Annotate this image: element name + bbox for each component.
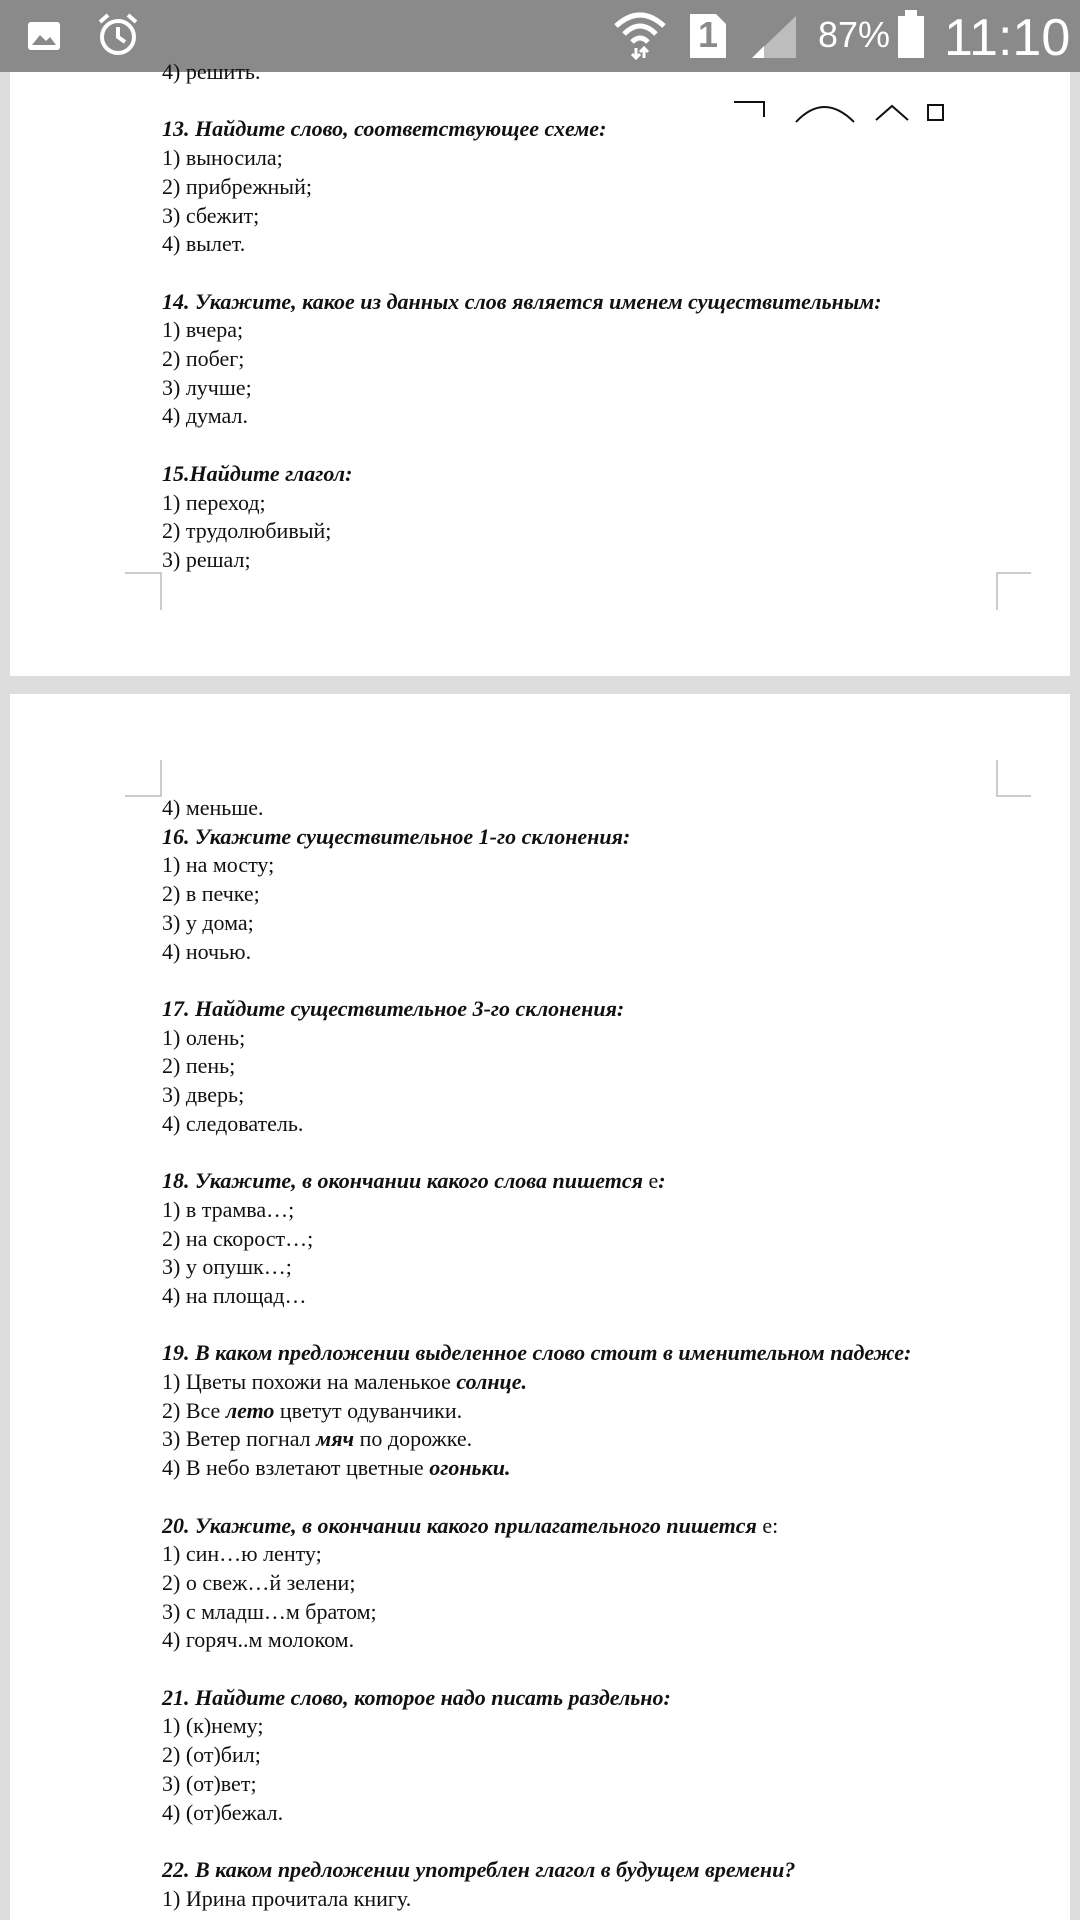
question-title: 14. Укажите, какое из данных слов является именем существительным: — [162, 288, 882, 314]
question-15 — [162, 460, 1042, 575]
answer-option: 4) (от)бежал. — [162, 1799, 284, 1825]
option-text: по дорожке. — [354, 1426, 473, 1452]
answer-option: 2) побег; — [162, 346, 245, 371]
cut-line: 4) решить. — [162, 59, 261, 84]
answer-option: 3) у опушк…; — [162, 1254, 292, 1280]
question-title: 22. В каком предложении употреблен глагол в будущем времени? — [162, 1856, 796, 1882]
answer-option: 2) пень; — [162, 1053, 236, 1079]
answer-option: 1) син…ю ленту; — [162, 1541, 322, 1567]
document-page-1 — [10, 59, 1070, 676]
answer-option: 3) дверь; — [162, 1082, 245, 1108]
alarm-icon — [96, 12, 140, 63]
answer-option: 3) решал; — [162, 546, 251, 572]
document-page-2 — [10, 694, 1070, 1920]
answer-option: 1) в трамва…; — [162, 1196, 295, 1222]
answer-option: 1) переход; — [162, 489, 266, 515]
answer-option: 3) с младш…м братом; — [162, 1598, 377, 1624]
question-title: 19. В каком предложении выделенное слово стоит в именительном падеже: — [162, 1340, 912, 1366]
question-17 — [162, 995, 1042, 1139]
wifi-icon — [612, 8, 668, 65]
question-16 — [162, 823, 1042, 967]
option-text: 4) В небо взлетают цветные — [162, 1455, 430, 1481]
answer-option — [162, 1454, 1042, 1483]
question-22 — [162, 1856, 1042, 1913]
answer-option: 3) сбежит; — [162, 202, 260, 228]
answer-option: 1) выносила; — [162, 145, 283, 171]
answer-option: 4) вылет. — [162, 231, 246, 257]
gallery-icon — [26, 18, 62, 59]
highlighted-word: огоньки. — [429, 1455, 511, 1481]
question-19 — [162, 1339, 1042, 1483]
page-corner-mark — [995, 572, 1035, 612]
question-20 — [162, 1512, 1042, 1656]
page-corner-mark — [125, 572, 165, 612]
page2-content — [162, 794, 1042, 1913]
option-text: 3) Ветер погнал — [162, 1426, 317, 1452]
option-text: 1) Цветы похожи на маленькое — [162, 1369, 457, 1395]
question-14 — [162, 288, 1042, 432]
answer-option: 2) (от)бил; — [162, 1742, 261, 1768]
answer-option: 2) трудолюбивый; — [162, 518, 332, 544]
highlighted-word: лето — [225, 1397, 275, 1423]
answer-option: 1) олень; — [162, 1024, 246, 1050]
title-text: 20. Укажите, в окончании какого прилагательного пишется — [162, 1512, 757, 1538]
title-colon: : — [658, 1168, 666, 1194]
answer-option: 1) Ирина прочитала книгу. — [162, 1885, 412, 1911]
question-title: 17. Найдите существительное 3-го склонения: — [162, 995, 625, 1021]
option-text: 2) Все — [162, 1397, 226, 1423]
page-corner-mark — [125, 760, 165, 800]
answer-option: 2) прибрежный; — [162, 173, 312, 199]
answer-option: 1) вчера; — [162, 317, 244, 343]
sim-label: 1 — [698, 14, 719, 55]
answer-option: 2) в печке; — [162, 881, 260, 907]
question-21 — [162, 1684, 1042, 1828]
answer-option: 3) (от)вет; — [162, 1770, 257, 1796]
highlighted-word: мяч — [316, 1426, 355, 1452]
answer-option: 2) на скорост…; — [162, 1225, 314, 1251]
answer-option: 2) о свеж…й зелени; — [162, 1569, 356, 1595]
answer-option: 4) горяч..м молоком. — [162, 1627, 355, 1653]
question-13 — [162, 115, 1042, 259]
answer-option: 4) думал. — [162, 403, 248, 429]
highlighted-word: солнце. — [456, 1369, 528, 1395]
answer-option: 4) меньше. — [162, 795, 264, 820]
battery-percent: 87% — [818, 14, 891, 55]
battery-icon — [896, 8, 926, 65]
option-text: цветут одуванчики. — [274, 1397, 463, 1423]
title-letter: е: — [762, 1512, 779, 1538]
answer-option: 4) на площад… — [162, 1282, 307, 1308]
question-title: 21. Найдите слово, которое надо писать раздельно: — [162, 1684, 671, 1710]
title-letter: е — [648, 1168, 659, 1194]
answer-option — [162, 1397, 1042, 1426]
answer-option — [162, 1425, 1042, 1454]
answer-option: 1) на мосту; — [162, 852, 275, 878]
question-18 — [162, 1167, 1042, 1311]
question-title: 13. Найдите слово, соответствующее схеме: — [162, 116, 607, 142]
answer-option: 3) лучше; — [162, 374, 252, 400]
question-title: 15.Найдите глагол: — [162, 460, 353, 486]
question-title — [162, 1167, 1042, 1196]
question-title — [162, 1512, 1042, 1541]
answer-option: 1) (к)нему; — [162, 1713, 264, 1739]
title-text: 18. Укажите, в окончании какого слова пишется — [162, 1168, 643, 1194]
answer-option: 4) ночью. — [162, 938, 252, 964]
question-title: 16. Укажите существительное 1-го склонения: — [162, 823, 631, 849]
page1-content — [162, 58, 1042, 575]
answer-option: 4) следователь. — [162, 1110, 304, 1136]
answer-option: 3) у дома; — [162, 909, 254, 935]
answer-option — [162, 1368, 1042, 1397]
clock: 11:10 — [944, 9, 1071, 67]
